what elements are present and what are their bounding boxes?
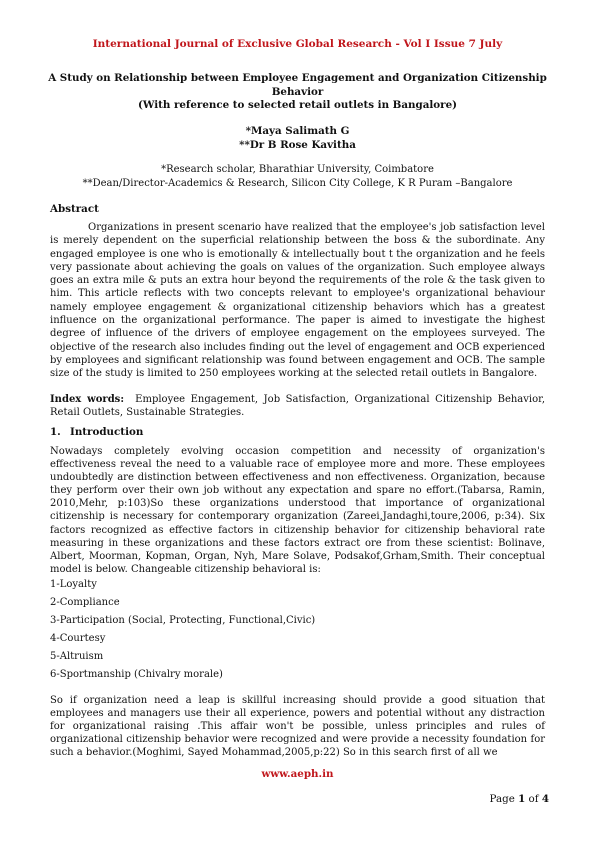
list-item: 1-Loyalty [50, 579, 97, 590]
affiliation-line: *Research scholar, Bharathiar University, Coimbatore [161, 164, 434, 175]
journal-header: International Journal of Exclusive Global Research - Vol I Issue 7 July [92, 38, 503, 50]
page-prefix: Page [489, 793, 515, 805]
author-list [0, 125, 595, 152]
author-name: **Dr B Rose Kavitha [239, 138, 356, 151]
keywords-label: Index words: [50, 394, 125, 405]
author-name: *Maya Salimath G [245, 125, 350, 137]
website-link[interactable]: www.aeph.in [261, 768, 334, 780]
intro-paragraph: Nowadays completely evolving occasion competition and necessity of organization's effectiveness reveal the need to a valuable race of employee more and more. These employees undoubtedly are distinction between effectiveness and non effectiveness. Organization, because they perform over their own job without any expectation and spare no effort.(Tabarsa, Ramin, 2010,Mehr, p:103)So these organizations understood that importance of organizational citizenship is necessary for contemporary organization (Zareei,Jandaghi,toure,2006, p:34). Six factors recognized as effective factors in citizenship behavior for citizenship behavioral rate measuring in these organizations and these factors extract ore from these scientist: Bolinave, Albert, Moorman, Kopman, Organ, Nyh, Mare Solave, Podsakof,Grham,Smith. Their conceptual model is below. Changeable citizenship behavioral is: [50, 446, 545, 575]
page-current: 1 [518, 793, 526, 805]
page-number [490, 793, 550, 805]
section-title: Introduction [70, 426, 144, 438]
section-heading [50, 426, 143, 438]
list-item: 6-Sportmanship (Chivalry morale) [50, 669, 223, 681]
abstract-text: Organizations in present scenario have realized that the employee's job satisfaction level is merely dependent on the superficial relationship between the boss & the subordinate. Any engaged employee is one who is emotionally & intellectually bout t the organization and he feels very passionate about achieving the goals on values of the organization. Such employee always goes an extra mile & puts an extra hour beyond the requirements of the role & the task given to him. This article reflects with two concepts relevant to employee's organizational behaviour namely employee engagement & organizational citizenship behaviors which has a greatest influence on the organizational performance. The paper is aimed to investigate the highest degree of influence of the drivers of employee engagement on the employees surveyed. The objective of the research also includes finding out the level of engagement and OCB experienced by employees and significant relationship was found between engagement and OCB. The sample size of the study is limited to 250 employees working at the selected retail outlets in Bangalore. [50, 222, 545, 380]
title-subtitle: (With reference to selected retail outlets in Bangalore) [137, 99, 458, 111]
citizenship-factor-list [50, 578, 545, 687]
affiliation-line: **Dean/Director-Academics & Research, Silicon City College, K R Puram –Bangalore [82, 178, 513, 189]
intro-paragraph-2: So if organization need a leap is skillful increasing should provide a good situation that employees and managers use their all experience, powers and potential without any distraction for organizational raising .This affair won't be possible, unless principles and rules of organizational citizenship behavior were recognized and were provide a necessity foundation for such a behavior.(Moghimi, Sayed Mohammad,2005,p:22) So in this search first of all we [50, 695, 545, 759]
title-main: A Study on Relationship between Employee Engagement and Organization Citizenship Behavior [48, 72, 547, 98]
section-number: 1. [50, 426, 61, 438]
paper-title [40, 72, 555, 113]
list-item: 4-Courtesy [50, 633, 106, 645]
list-item: 3-Participation (Social, Protecting, Functional,Civic) [50, 615, 316, 627]
page-of: of [528, 793, 539, 805]
list-item: 2-Compliance [50, 597, 120, 609]
keywords [50, 393, 545, 420]
affiliations [0, 163, 595, 191]
keywords-text: Employee Engagement, Job Satisfaction, Organizational Citizenship Behavior, Retail Outlets, Sustainable Strategies. [50, 394, 546, 419]
page-total: 4 [541, 793, 549, 805]
list-item: 5-Altruism [50, 651, 104, 663]
abstract-heading: Abstract [50, 203, 99, 215]
